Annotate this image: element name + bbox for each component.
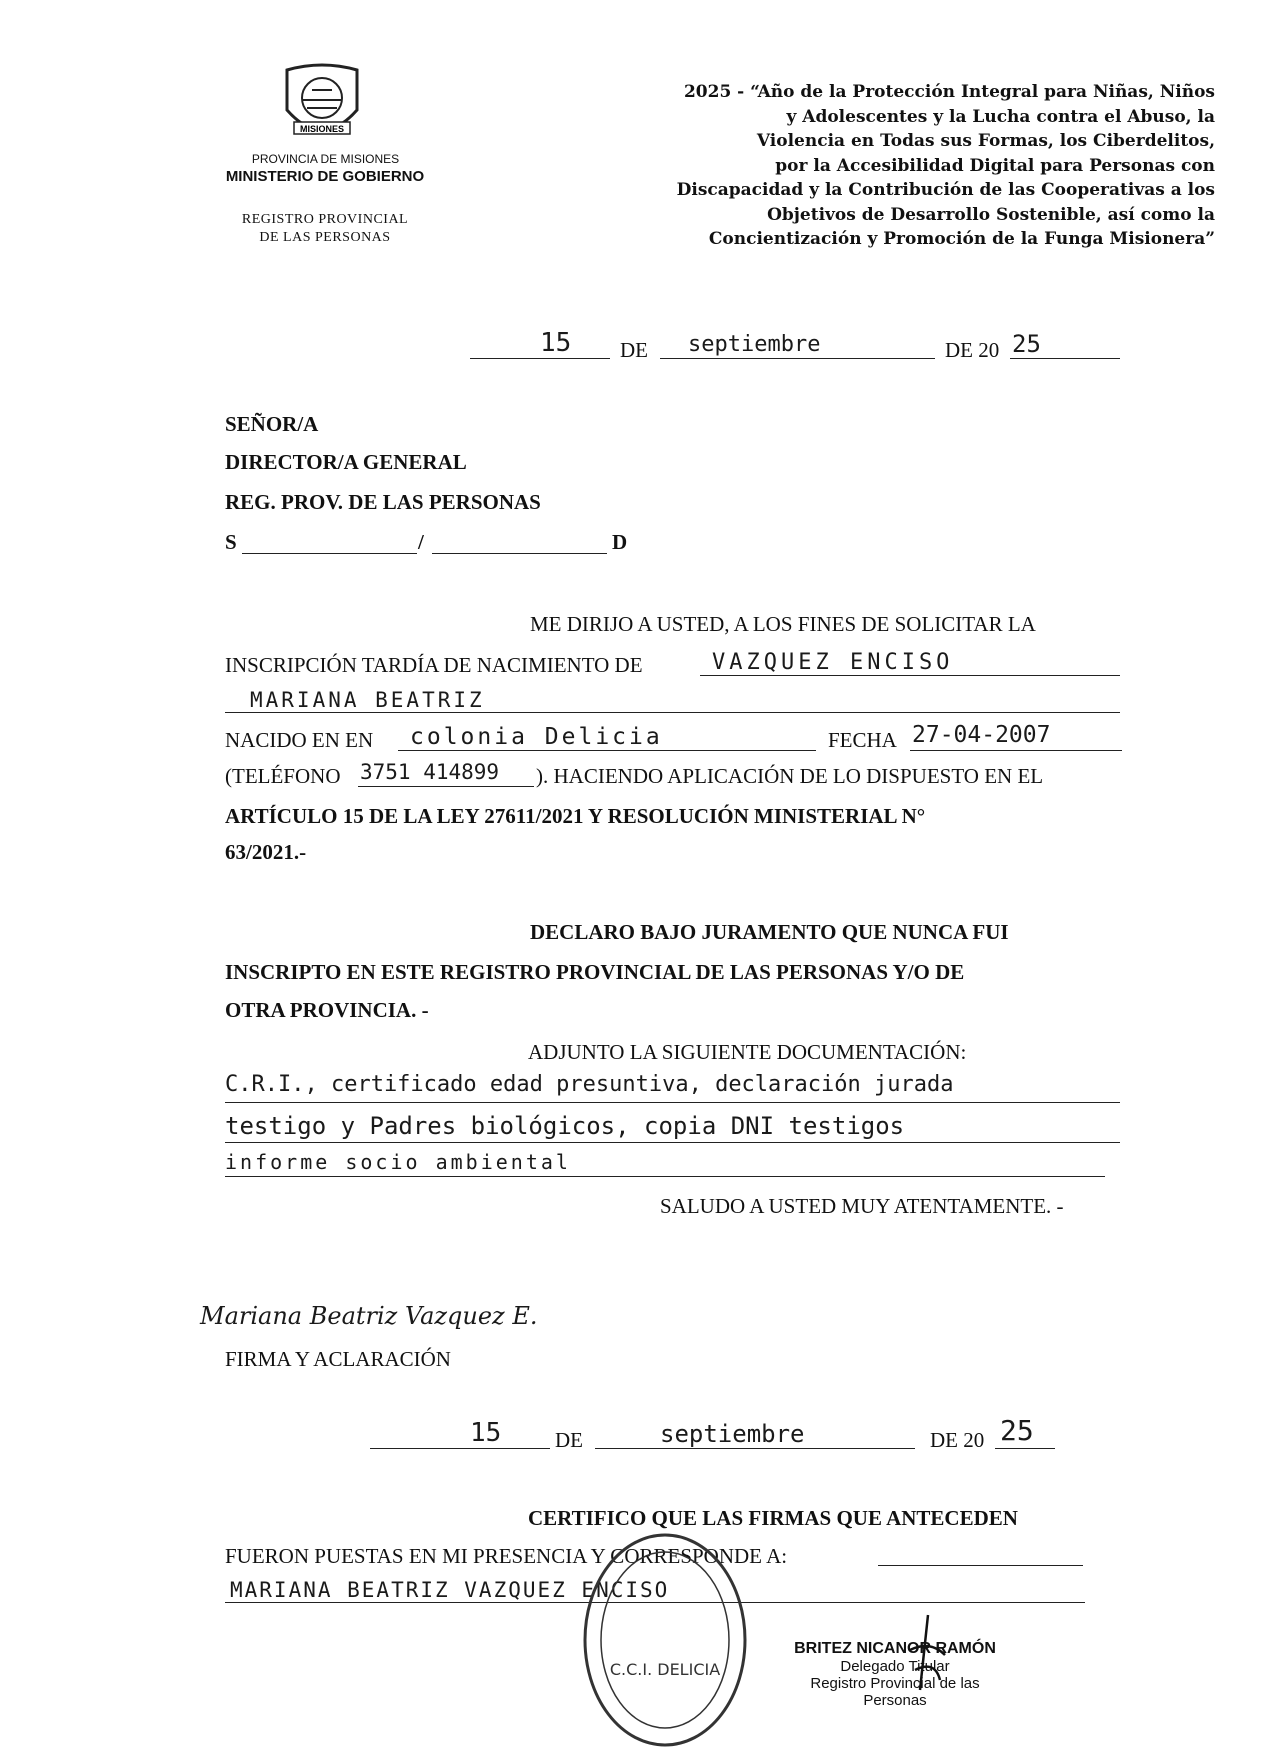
motto-line: Concientización y Promoción de la Funga Misionera” [708,229,1215,249]
date-bottom-month-line [595,1448,915,1449]
round-stamp-text: C.C.I. DELICIA [609,1660,721,1679]
date-top-month: septiembre [688,332,821,357]
addressee-line1: SEÑOR/A [225,412,319,436]
name-part1: VAZQUEZ ENCISO [712,650,954,675]
cert-line2-fill [878,1565,1083,1566]
motto-line: por la Accesibilidad Digital para Personas con [775,155,1215,176]
date-bottom-year: 25 [1000,1414,1034,1447]
born-place: colonia Delicia [410,724,663,750]
docs-line3: informe socio ambiental [225,1150,571,1174]
handwritten-signature [200,1302,537,1330]
addressee-d: D [612,530,628,554]
header-motto [595,80,1215,252]
date-bottom-year-line [995,1448,1055,1449]
addressee-line2: DIRECTOR/A GENERAL [225,450,467,474]
date-top-de1: DE [620,338,648,362]
name-line-1 [700,675,1120,676]
sd-line-1 [242,553,417,554]
name-part2: MARIANA BEATRIZ [250,688,485,712]
date-bottom-de2: DE 20 [930,1428,985,1452]
stamp-role: Delegado Titular [840,1658,950,1675]
docs-line-1 [225,1102,1120,1103]
birth-date-line [910,750,1122,751]
intro-text: ME DIRIJO A USTED, A LOS FINES DE SOLICITAR LA [530,612,1036,636]
province-logo [272,60,372,150]
phone-number: 3751 414899 [360,760,500,784]
addressee-line3: REG. PROV. DE LAS PERSONAS [225,490,541,514]
motto-line: Violencia en Todas sus Formas, los Ciberdelitos, [756,131,1215,151]
province-label: PROVINCIA DE MISIONES [251,152,400,166]
motto-line: y Adolescentes y la Lucha contra el Abuso, la [786,106,1215,127]
phone-line [358,786,534,787]
motto-line: 2025 - “Año de la Protección Integral para Niñas, Niños [683,82,1215,102]
cert-line2: FUERON PUESTAS EN MI PRESENCIA Y CORRESPONDE A: [225,1544,788,1568]
signature-label: FIRMA Y ACLARACIÓN [225,1347,451,1371]
motto-line: Discapacidad y la Contribución de las Cooperativas a los [676,180,1215,200]
attach-label: ADJUNTO LA SIGUIENTE DOCUMENTACIÓN: [528,1040,967,1064]
addressee-s: S [225,530,237,554]
sd-line-2 [432,553,607,554]
docs-line-3 [225,1176,1105,1177]
inscription-label: INSCRIPCIÓN TARDÍA DE NACIMIENTO DE [225,653,643,677]
round-stamp [575,1500,755,1750]
docs-line1: C.R.I., certificado edad presuntiva, declaración jurada [225,1072,954,1097]
birth-date: 27-04-2007 [912,722,1051,748]
date-top-year-line [1010,358,1120,359]
registry-line1: REGISTRO PROVINCIAL [241,212,409,227]
cert-name: MARIANA BEATRIZ VAZQUEZ ENCISO [230,1578,670,1602]
motto-line: Objetivos de Desarrollo Sostenible, así como la [767,204,1215,225]
docs-line2: testigo y Padres biológicos, copia DNI testigos [225,1112,905,1140]
declare-line1: DECLARO BAJO JURAMENTO QUE NUNCA FUI [530,920,1009,944]
registry-line2: DE LAS PERSONAS [259,230,391,245]
docs-line-2 [225,1142,1120,1143]
stamp-org2: Personas [863,1692,927,1709]
delegate-stamp [765,1640,1025,1709]
date-top-month-line [660,358,935,359]
date-top-day-line [470,358,610,359]
born-label: NACIDO EN EN [225,728,374,752]
closing-text: SALUDO A USTED MUY ATENTAMENTE. - [660,1194,1064,1218]
seal-text: MISIONES [299,124,345,134]
delegate-signature-mark [900,1610,950,1704]
article-line: ARTÍCULO 15 DE LA LEY 27611/2021 Y RESOLUCIÓN MINISTERIAL N° [225,804,926,828]
stamp-name: BRITEZ NICANOR RAMÓN [794,1640,996,1657]
cert-text-line1: CERTIFICO QUE LAS FIRMAS QUE ANTECEDEN [528,1506,1018,1530]
date-bottom-de1: DE [555,1428,583,1452]
addressee-slash: / [418,530,424,554]
stamp-org1: Registro Provincial de las [810,1675,980,1692]
article-line2: 63/2021.- [225,840,307,864]
declare-line3: OTRA PROVINCIA. - [225,998,429,1022]
declare-line2: INSCRIPTO EN ESTE REGISTRO PROVINCIAL DE LAS PERSONAS Y/O DE [225,960,965,984]
signature-text: Mariana Beatriz Vazquez E. [200,1302,538,1330]
phone-open: (TELÉFONO [225,764,341,788]
name-line-2 [225,712,1120,713]
date-bottom-day: 15 [470,1418,502,1448]
date-label: FECHA [828,728,897,752]
date-top-day: 15 [540,328,572,358]
phone-rest: ). HACIENDO APLICACIÓN DE LO DISPUESTO EN EL [536,764,1044,788]
date-top-de2: DE 20 [945,338,1000,362]
ministry-label: MINISTERIO DE GOBIERNO [225,168,425,185]
date-top-year: 25 [1012,330,1041,358]
date-bottom-month: septiembre [660,1420,805,1448]
date-bottom-day-line [370,1448,550,1449]
born-place-line [398,750,816,751]
